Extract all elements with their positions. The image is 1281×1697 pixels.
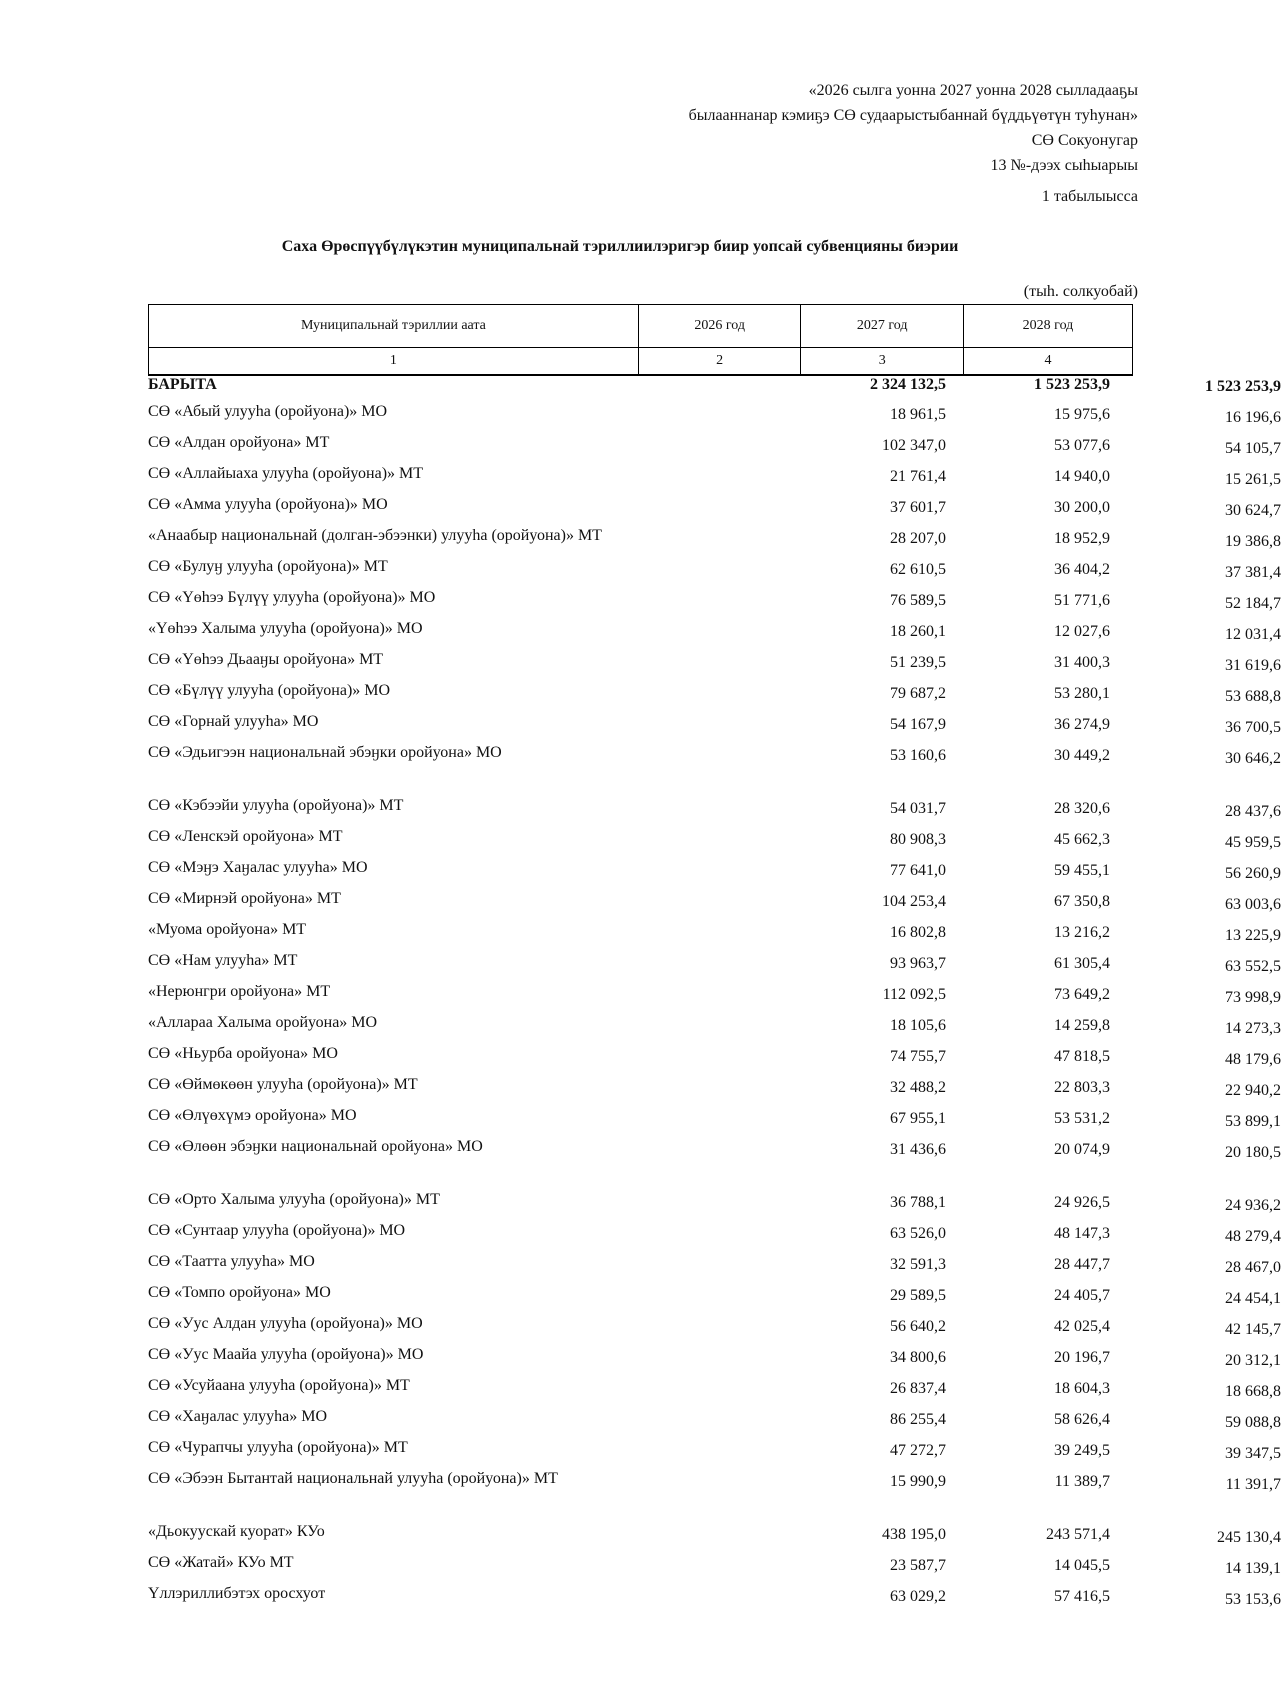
value-2027: 53 077,6 — [1054, 437, 1110, 454]
value-2027: 53 280,1 — [1054, 685, 1110, 702]
value-2027: 13 216,2 — [1054, 924, 1110, 941]
value-2026: 86 255,4 — [890, 1411, 946, 1428]
table-row — [148, 1552, 1281, 1579]
municipality-name: «Муома оройуона» МТ — [148, 921, 307, 938]
value-2026: 32 591,3 — [890, 1256, 946, 1273]
value-2026: 74 755,7 — [890, 1048, 946, 1065]
value-2026: 77 641,0 — [890, 862, 946, 879]
municipality-name: СӨ «Алдан оройуона» МТ — [148, 434, 330, 451]
table-row — [148, 1344, 1281, 1371]
group-spacer — [148, 1163, 1133, 1189]
municipality-name: СӨ «Нам улууһа» МТ — [148, 952, 298, 969]
total-2028: 1 523 253,9 — [1205, 378, 1281, 395]
table-row — [148, 742, 1281, 769]
value-2028: 73 998,9 — [1225, 989, 1281, 1006]
value-2027: 15 975,6 — [1054, 406, 1110, 423]
value-2026: 18 260,1 — [890, 623, 946, 640]
total-2027: 1 523 253,9 — [1034, 376, 1110, 393]
value-2027: 20 074,9 — [1054, 1141, 1110, 1158]
value-2028: 63 003,6 — [1225, 896, 1281, 913]
table-row — [148, 463, 1281, 490]
total-2026: 2 324 132,5 — [870, 376, 946, 393]
column-number-2: 2 — [638, 348, 801, 376]
value-2027: 14 259,8 — [1054, 1017, 1110, 1034]
municipality-name: «Анаабыр национальнай (долган-эбээнки) улууһа (оройуона)» МТ — [148, 527, 602, 544]
value-2027: 42 025,4 — [1054, 1318, 1110, 1335]
column-number-3: 3 — [801, 348, 964, 376]
total-row — [148, 374, 1281, 397]
group-spacer — [148, 769, 1133, 795]
table-row — [148, 587, 1281, 614]
value-2026: 37 601,7 — [890, 499, 946, 516]
header-line-4: 13 №-дээх сыһыарыы — [990, 157, 1138, 174]
municipality-name: СӨ «Таатта улууһа» МО — [148, 1253, 315, 1270]
municipality-name: СӨ «Сунтаар улууһа (оройуона)» МО — [148, 1222, 406, 1239]
table-row — [148, 1282, 1281, 1309]
value-2026: 54 031,7 — [890, 800, 946, 817]
value-2028: 14 139,1 — [1225, 1560, 1281, 1577]
document-title: Саха Өрөспүүбүлүкэтин муниципальнай тэриллиилэригэр биир уопсай субвенцияны биэрии — [281, 238, 959, 255]
value-2027: 36 404,2 — [1054, 561, 1110, 578]
value-2026: 79 687,2 — [890, 685, 946, 702]
value-2028: 37 381,4 — [1225, 564, 1281, 581]
value-2027: 14 940,0 — [1054, 468, 1110, 485]
value-2027: 31 400,3 — [1054, 654, 1110, 671]
table-row — [148, 711, 1281, 738]
table-row — [148, 432, 1281, 459]
value-2028: 22 940,2 — [1225, 1082, 1281, 1099]
value-2026: 28 207,0 — [890, 530, 946, 547]
table-row — [148, 618, 1281, 645]
municipality-name: СӨ «Жатай» КУо МТ — [148, 1554, 294, 1571]
value-2028: 48 179,6 — [1225, 1051, 1281, 1068]
value-2026: 54 167,9 — [890, 716, 946, 733]
unit-label: (тыһ. солкуобай) — [1023, 283, 1138, 300]
municipality-name: СӨ «Уус Маайа улууһа (оройуона)» МО — [148, 1346, 424, 1363]
value-2027: 12 027,6 — [1054, 623, 1110, 640]
value-2028: 15 261,5 — [1225, 471, 1281, 488]
table-row — [148, 950, 1281, 977]
value-2028: 16 196,6 — [1225, 409, 1281, 426]
value-2027: 22 803,3 — [1054, 1079, 1110, 1096]
value-2028: 20 180,5 — [1225, 1144, 1281, 1161]
value-2026: 34 800,6 — [890, 1349, 946, 1366]
value-2027: 28 447,7 — [1054, 1256, 1110, 1273]
value-2027: 67 350,8 — [1054, 893, 1110, 910]
municipality-name: СӨ «Үөһээ Бүлүү улууһа (оройуона)» МО — [148, 589, 436, 606]
value-2028: 56 260,9 — [1225, 865, 1281, 882]
value-2027: 61 305,4 — [1054, 955, 1110, 972]
value-2026: 21 761,4 — [890, 468, 946, 485]
value-2028: 19 386,8 — [1225, 533, 1281, 550]
value-2026: 104 253,4 — [882, 893, 946, 910]
value-2028: 52 184,7 — [1225, 595, 1281, 612]
column-number-4: 4 — [963, 348, 1132, 376]
value-2027: 48 147,3 — [1054, 1225, 1110, 1242]
total-label: БАРЫТА — [148, 376, 217, 393]
municipality-name: СӨ «Өймөкөөн улууһа (оройуона)» МТ — [148, 1076, 418, 1093]
value-2028: 20 312,1 — [1225, 1352, 1281, 1369]
value-2028: 42 145,7 — [1225, 1321, 1281, 1338]
value-2028: 63 552,5 — [1225, 958, 1281, 975]
value-2027: 11 389,7 — [1054, 1473, 1110, 1490]
value-2028: 12 031,4 — [1225, 626, 1281, 643]
value-2026: 16 802,8 — [890, 924, 946, 941]
value-2026: 93 963,7 — [890, 955, 946, 972]
table-row — [148, 826, 1281, 853]
table-row — [148, 1220, 1281, 1247]
value-2028: 53 153,6 — [1225, 1591, 1281, 1608]
value-2028: 11 391,7 — [1225, 1476, 1281, 1493]
value-2027: 30 449,2 — [1054, 747, 1110, 764]
municipality-name: СӨ «Эдьигээн национальнай эбэӈки оройуона» МО — [148, 744, 502, 761]
municipality-name: СӨ «Абый улууһа (оройуона)» МО — [148, 403, 388, 420]
value-2027: 18 952,9 — [1054, 530, 1110, 547]
value-2028: 30 624,7 — [1225, 502, 1281, 519]
header-line-2: былааннанар кэмиҕэ СӨ судаарыстыбаннай бүддьүөтүн туһунан» — [688, 107, 1138, 124]
municipality-name: СӨ «Өлөөн эбэӈки национальнай оройуона» МО — [148, 1138, 483, 1155]
table-row — [148, 1437, 1281, 1464]
value-2028: 48 279,4 — [1225, 1228, 1281, 1245]
table-row — [148, 1074, 1281, 1101]
value-2028: 45 959,5 — [1225, 834, 1281, 851]
header-line-1: «2026 сылга уонна 2027 уонна 2028 сылладааҕы — [808, 82, 1138, 99]
value-2026: 63 526,0 — [890, 1225, 946, 1242]
municipality-name: «Нерюнгри оройуона» МТ — [148, 983, 331, 1000]
value-2026: 112 092,5 — [882, 986, 946, 1003]
value-2028: 24 936,2 — [1225, 1197, 1281, 1214]
table-row — [148, 888, 1281, 915]
value-2028: 53 899,1 — [1225, 1113, 1281, 1130]
municipality-name: СӨ «Горнай улууһа» МО — [148, 713, 319, 730]
value-2027: 20 196,7 — [1054, 1349, 1110, 1366]
value-2028: 39 347,5 — [1225, 1445, 1281, 1462]
value-2026: 80 908,3 — [890, 831, 946, 848]
table-row — [148, 1406, 1281, 1433]
municipality-name: СӨ «Булуӈ улууһа (оройуона)» МТ — [148, 558, 388, 575]
municipality-name: Үллэриллибэтэх оросхуот — [148, 1585, 326, 1602]
municipality-name: СӨ «Орто Халыма улууһа (оройуона)» МТ — [148, 1191, 440, 1208]
table-row — [148, 919, 1281, 946]
value-2028: 24 454,1 — [1225, 1290, 1281, 1307]
table-row — [148, 1136, 1281, 1163]
value-2028: 30 646,2 — [1225, 750, 1281, 767]
value-2027: 45 662,3 — [1054, 831, 1110, 848]
municipality-name: СӨ «Үөһээ Дьааӈы оройуона» МТ — [148, 651, 384, 668]
municipality-name: СӨ «Эбээн Бытантай национальнай улууһа (оройуона)» МТ — [148, 1470, 558, 1487]
table-row — [148, 556, 1281, 583]
value-2026: 18 105,6 — [890, 1017, 946, 1034]
table-row — [148, 1468, 1281, 1495]
value-2026: 76 589,5 — [890, 592, 946, 609]
value-2026: 102 347,0 — [882, 437, 946, 454]
value-2028: 245 130,4 — [1217, 1529, 1281, 1546]
value-2027: 53 531,2 — [1054, 1110, 1110, 1127]
value-2026: 438 195,0 — [882, 1526, 946, 1543]
value-2027: 57 416,5 — [1054, 1588, 1110, 1605]
value-2027: 51 771,6 — [1054, 592, 1110, 609]
municipality-name: «Дьокуускай куорат» КУо — [148, 1523, 325, 1540]
value-2026: 23 587,7 — [890, 1557, 946, 1574]
column-header-2027: 2027 год — [801, 305, 964, 348]
value-2028: 18 668,8 — [1225, 1383, 1281, 1400]
value-2026: 67 955,1 — [890, 1110, 946, 1127]
municipality-name: СӨ «Мэӈэ Хаӈалас улууһа» МО — [148, 859, 368, 876]
value-2026: 29 589,5 — [890, 1287, 946, 1304]
value-2028: 28 437,6 — [1225, 803, 1281, 820]
column-header-2028: 2028 год — [963, 305, 1132, 348]
municipality-name: СӨ «Амма улууһа (оройуона)» МО — [148, 496, 388, 513]
value-2026: 15 990,9 — [890, 1473, 946, 1490]
value-2026: 26 837,4 — [890, 1380, 946, 1397]
municipality-name: СӨ «Усуйаана улууһа (оройуона)» МТ — [148, 1377, 410, 1394]
value-2027: 14 045,5 — [1054, 1557, 1110, 1574]
value-2026: 47 272,7 — [890, 1442, 946, 1459]
table-row — [148, 1313, 1281, 1340]
column-header-2026: 2026 год — [638, 305, 801, 348]
table-row — [148, 857, 1281, 884]
column-header-name: Муниципальнай тэриллии аата — [149, 305, 639, 348]
document-header — [689, 78, 1138, 178]
municipality-name: СӨ «Хаӈалас улууһа» МО — [148, 1408, 328, 1425]
value-2026: 56 640,2 — [890, 1318, 946, 1335]
value-2026: 31 436,6 — [890, 1141, 946, 1158]
value-2027: 59 455,1 — [1054, 862, 1110, 879]
table-row — [148, 680, 1281, 707]
municipality-name: СӨ «Кэбээйи улууһа (оройуона)» МТ — [148, 797, 404, 814]
group-spacer — [148, 1495, 1133, 1521]
value-2028: 53 688,8 — [1225, 688, 1281, 705]
municipality-name: СӨ «Томпо оройуона» МО — [148, 1284, 331, 1301]
table-row — [148, 401, 1281, 428]
value-2026: 62 610,5 — [890, 561, 946, 578]
value-2028: 59 088,8 — [1225, 1414, 1281, 1431]
table-row — [148, 1375, 1281, 1402]
municipality-name: СӨ «Өлүөхүмэ оройуона» МО — [148, 1107, 357, 1124]
value-2027: 58 626,4 — [1054, 1411, 1110, 1428]
municipality-name: «Үөһээ Халыма улууһа (оройуона)» МО — [148, 620, 423, 637]
value-2027: 36 274,9 — [1054, 716, 1110, 733]
municipality-name: СӨ «Ньурба оройуона» МО — [148, 1045, 338, 1062]
value-2027: 47 818,5 — [1054, 1048, 1110, 1065]
table-row — [148, 1189, 1281, 1216]
value-2028: 28 467,0 — [1225, 1259, 1281, 1276]
value-2027: 28 320,6 — [1054, 800, 1110, 817]
municipality-name: СӨ «Ленскэй оройуона» МТ — [148, 828, 343, 845]
table-row — [148, 1521, 1281, 1548]
value-2026: 63 029,2 — [890, 1588, 946, 1605]
table-row — [148, 649, 1281, 676]
value-2028: 31 619,6 — [1225, 657, 1281, 674]
value-2028: 54 105,7 — [1225, 440, 1281, 457]
value-2027: 243 571,4 — [1046, 1526, 1110, 1543]
municipality-name: СӨ «Чурапчы улууһа (оройуона)» МТ — [148, 1439, 408, 1456]
municipality-name: СӨ «Уус Алдан улууһа (оройуона)» МО — [148, 1315, 423, 1332]
value-2027: 73 649,2 — [1054, 986, 1110, 1003]
value-2026: 53 160,6 — [890, 747, 946, 764]
table-body — [148, 374, 1281, 1610]
value-2026: 32 488,2 — [890, 1079, 946, 1096]
table-row — [148, 1105, 1281, 1132]
value-2027: 24 405,7 — [1054, 1287, 1110, 1304]
table-row — [148, 525, 1281, 552]
value-2028: 13 225,9 — [1225, 927, 1281, 944]
column-number-1: 1 — [149, 348, 639, 376]
value-2028: 14 273,3 — [1225, 1020, 1281, 1037]
table-row — [148, 1583, 1281, 1610]
table-row — [148, 981, 1281, 1008]
table-row — [148, 795, 1281, 822]
value-2026: 36 788,1 — [890, 1194, 946, 1211]
municipality-name: «Аллараа Халыма оройуона» МО — [148, 1014, 378, 1031]
value-2028: 36 700,5 — [1225, 719, 1281, 736]
value-2027: 39 249,5 — [1054, 1442, 1110, 1459]
value-2026: 51 239,5 — [890, 654, 946, 671]
municipality-name: СӨ «Бүлүү улууһа (оройуона)» МО — [148, 682, 391, 699]
table-row — [148, 494, 1281, 521]
table-row — [148, 1251, 1281, 1278]
value-2027: 18 604,3 — [1054, 1380, 1110, 1397]
municipality-name: СӨ «Аллайыаха улууһа (оройуона)» МТ — [148, 465, 424, 482]
municipality-name: СӨ «Мирнэй оройуона» МТ — [148, 890, 341, 907]
value-2027: 24 926,5 — [1054, 1194, 1110, 1211]
value-2026: 18 961,5 — [890, 406, 946, 423]
table-row — [148, 1043, 1281, 1070]
header-line-3: СӨ Сокуонугар — [1031, 132, 1138, 149]
table-row — [148, 1012, 1281, 1039]
value-2027: 30 200,0 — [1054, 499, 1110, 516]
appendix-label: 1 табылыысса — [1041, 188, 1138, 205]
table-header — [148, 304, 1133, 376]
